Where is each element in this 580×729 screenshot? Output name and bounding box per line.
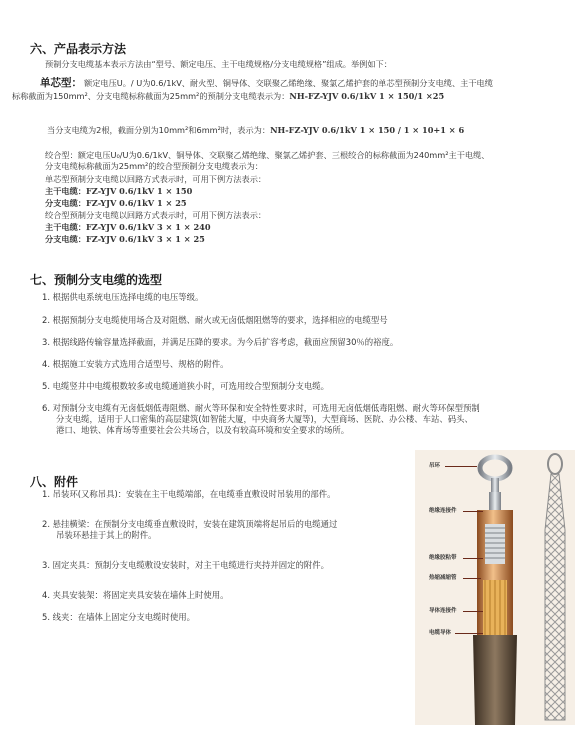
s7-item-4: 4. 根据施工安装方式选用合适型号、规格的附件。 — [42, 359, 229, 369]
s8-item-2-line-2: 吊装环悬挂于其上的附件。 — [56, 530, 157, 540]
s7-item-5: 5. 电缆竖井中电缆根数较多或电缆通道狭小时，可选用绞合型预制分支电缆。 — [42, 381, 330, 391]
main-cable-1: 主干电缆：FZ-YJV 0.6/1kV 1 × 150 — [45, 186, 193, 196]
branch-cable-2: 分支电缆：FZ-YJV 0.6/1kV 3 × 1 × 25 — [45, 234, 205, 244]
single-core-lead: 单芯型： — [40, 77, 82, 89]
label-insulating-connector: 绝缘连接件 — [429, 508, 457, 514]
branch-cable-1: 分支电缆：FZ-YJV 0.6/1kV 1 × 25 — [45, 198, 187, 208]
label-cable-conductor: 电缆导体 — [429, 630, 452, 636]
single-core-text: 额定电压U。/ U为0.6/1kV、耐火型、铜导体、交联聚乙烯绝缘、聚氯乙烯护套的单芯型预制分支电缆、主干电缆 — [84, 78, 493, 88]
s7-item-1: 1. 根据供电系统电压选择电缆的电压等级。 — [42, 292, 204, 302]
multi-core-line-3: 单芯型预制分支电缆以回路方式表示时，可用下例方法表示： — [45, 174, 267, 184]
s6-intro: 预制分支电缆基本表示方法由“型号、额定电压、主干电缆规格/分支电缆规格”组成。举例如下： — [45, 59, 392, 69]
section-6-heading: 六、产品表示方法 — [30, 42, 127, 56]
cable-accessory-figure — [415, 450, 575, 725]
cable-sheath — [473, 635, 517, 725]
s8-item-4: 4. 夹具安装架：将固定夹具安装在墙体上时使用。 — [42, 590, 229, 600]
label-conductor-connector: 导体连接件 — [429, 608, 457, 614]
s7-item-6: 6. 对预制分支电缆有无卤低烟低毒阻燃、耐火等环保和安全特性要求时，可选用无卤低烟低毒阻燃、耐火等环保型预制 — [42, 403, 480, 413]
double-branch-text: 当分支电缆为2根，截面分别为10mm²和6mm²时，表示为：NH-FZ-YJV 0.6/1kV 1 × 150 / 1 × 10+1 × 6 — [47, 125, 465, 135]
s7-item-3: 3. 根据线路传输容量选择截面，并满足压降的要求。为今后扩容考虑，截面应预留30％的裕度。 — [42, 337, 399, 347]
section-8-heading: 八、附件 — [30, 475, 79, 489]
multi-core-line-2: 分支电缆标称截面为25mm²的绞合型预制分支电缆表示为： — [45, 161, 263, 171]
label-heat-shrink-tube: 热缩减缩管 — [429, 575, 457, 581]
main-cable-2: 主干电缆：FZ-YJV 0.6/1kV 3 × 1 × 240 — [45, 222, 211, 232]
cable-accessory-illustration — [415, 450, 575, 725]
s8-item-3: 3. 固定夹具：预制分支电缆敷设安装时，对主干电缆进行夹持并固定的附件。 — [42, 560, 330, 570]
mesh-grip — [545, 474, 565, 720]
label-insulating-tape: 绝缘胶粘带 — [429, 555, 457, 561]
label-lifting-eye: 吊环 — [429, 463, 441, 469]
s7-item-6-line-2: 分支电缆，适用于人口密集的高层建筑(如智能大厦，中央商务大厦等)，大型商场、医院、办公楼、车站、码头、 — [56, 414, 473, 424]
multi-core-line-4: 绞合型预制分支电缆以回路方式表示时，可用下例方法表示： — [45, 210, 267, 220]
s8-item-5: 5. 线夹：在墙体上固定分支电缆时使用。 — [42, 612, 196, 622]
s8-item-1: 1. 吊装环(又称吊具)：安装在主干电缆端部，在电缆垂直敷设时吊装用的部件。 — [42, 489, 336, 499]
s7-item-6-line-3: 港口、地铁、体育场等重要社会公共场合，以及有较高环境和安全要求的场所。 — [56, 425, 350, 435]
single-core-text-2: 标称截面为150mm²、分支电缆标称截面为25mm²的预制分支电缆表示为：NH-FZ-YJV 0.6/1kV 1 × 150/1 ×25 — [12, 91, 445, 101]
s8-item-2: 2. 悬挂横梁：在预制分支电缆垂直敷设时，安装在建筑顶端将起吊后的电缆通过 — [42, 519, 338, 529]
section-7-heading: 七、预制分支电缆的选型 — [30, 273, 163, 287]
s7-item-2: 2. 根据预制分支电缆使用场合及对阻燃、耐火或无卤低烟阻燃等的要求，选择相应的电缆型号 — [42, 315, 388, 325]
multi-core-line-1: 绞合型：额定电压U₀/U为0.6/1kV、铜导体、交联聚乙烯绝缘、聚氯乙烯护套、三根绞合的标称截面为240mm²主干电缆、 — [45, 150, 490, 160]
